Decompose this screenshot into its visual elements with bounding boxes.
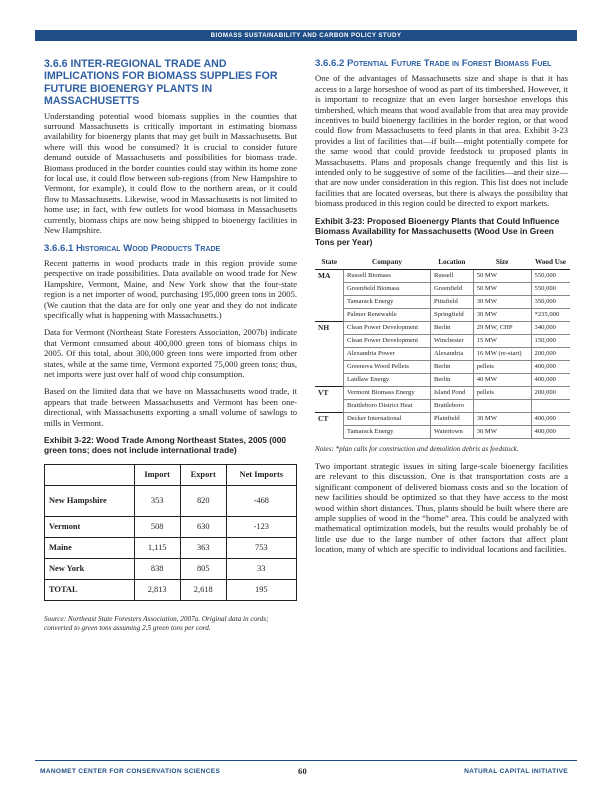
table-cell: Berlin [430,321,473,334]
state-cell [315,282,344,295]
table-cell: Island Pond [430,386,473,399]
state-cell [315,308,344,321]
table-header: State [315,255,344,270]
table-row [315,321,570,334]
table-cell: pellets [473,360,531,373]
table-cell: Decker International [344,412,431,425]
paragraph: Recent patterns in wood products trade in this region provide some perspective on trade possibilities. Data available on wood trade for New Hampshire, Vermont, Maine, and New York show that the four-state region is a net importer of wood, purchasing 195,000 green tons in 2005. (We caution that the data are for only one year and they do not indicate specifically what is happening with Massachusetts.) [44,257,297,320]
table-cell: 400,000 [531,373,570,386]
state-cell [315,373,344,386]
paragraph: Two important strategic issues in siting large-scale bioenergy facilities are relevant to this discussion. One is that transportation costs are a significant component of delivered biomass costs and so the location of new facilities should be optimized so that they have access to the most wood within short distances. Thus, plants should be built where there are ample supplies of wood in the “home” area. This could be analyzed with mathematical optimization models, but the results would probably be of little use due to the large number of other factors that affect plant location, many of which are specific to individual locations and facilities. [315,460,568,555]
table-cell: Greenova Wood Pellets [344,360,431,373]
row-label: Vermont [45,516,135,537]
table-row [315,282,570,295]
table-cell: 30 MW [473,295,531,308]
table-header: Wood Use [531,255,570,270]
table-row [315,334,570,347]
table-cell: 340,000 [531,321,570,334]
table-row [315,412,570,425]
subsection-heading: 3.6.6.1 Historical Wood Products Trade [44,242,221,254]
table-cell: 30 MW [473,308,531,321]
table-cell: 350,000 [531,295,570,308]
table-header: Company [344,255,431,270]
table-cell: 33 [226,558,296,579]
state-cell [315,425,344,438]
table-cell: 30 MW [473,412,531,425]
right-column [315,58,568,562]
footer-left: MANOMET CENTER FOR CONSERVATION SCIENCES [40,768,221,775]
table-row [315,399,570,412]
section-heading: 3.6.6 INTER-REGIONAL TRADE AND IMPLICATIONS FOR BIOMASS SUPPLIES FOR FUTURE BIOENERGY PLANTS IN MASSACHUSETTS [44,58,278,108]
table-cell: Brattleboro District Heat [344,399,431,412]
table-row [45,485,297,516]
table-header: Import [134,464,180,485]
table-row [315,308,570,321]
table-cell: 150,000 [531,334,570,347]
table-cell: 550,000 [531,269,570,282]
table-cell: 30 MW [473,425,531,438]
table-cell: Watertown [430,425,473,438]
table-cell: 2,813 [134,579,180,600]
table-cell: 363 [180,537,226,558]
table-cell: Palmer Renewable [344,308,431,321]
footer-right: NATURAL CAPITAL INITIATIVE [464,768,568,775]
table-cell: 630 [180,516,226,537]
table-cell: 15 MW [473,334,531,347]
table-row [315,386,570,399]
paragraph: Understanding potential wood biomass supplies in the counties that surround Massachusetts is critically important in estimating biomass availability for bioenergy plants that may get built in Massachusetts. But where will this wood be consumed? It is crucial to consider future demand outside of Massachusetts and possibilities for biomass trade. Biomass produced in the border counties could stay within its home zone for local use, it could flow between sub-regions (from New Hampshire to Vermont, for example), it could flow to the northern areas, or it could flow to Massachusetts. Likewise, wood in Massachusetts is not limited to home use; in fact, with few outlets for wood biomass in Massachusetts currently, biomass chips are now being shipped to bioenergy facilities in New Hampshire. [44,110,297,236]
table-cell: 353 [134,485,180,516]
row-label: New York [45,558,135,579]
table-cell: pellets [473,386,531,399]
table-row [45,516,297,537]
state-cell [315,295,344,308]
table-cell: Vermont Biomass Energy [344,386,431,399]
table-cell: Plainfield [430,412,473,425]
table-header [45,464,135,485]
table-cell: Winchester [430,334,473,347]
table-cell: *235,000 [531,308,570,321]
table-cell: 1,115 [134,537,180,558]
table-header: Export [180,464,226,485]
table-cell: 805 [180,558,226,579]
table-cell: Laidlaw Energy [344,373,431,386]
left-column [44,58,297,640]
table-cell: Springfield [430,308,473,321]
table-cell: 838 [134,558,180,579]
table-cell: Russell [430,269,473,282]
state-cell: VT [315,386,344,399]
page-number: 60 [298,766,308,776]
state-cell: CT [315,412,344,425]
state-cell: NH [315,321,344,334]
table-cell: 40 MW [473,373,531,386]
table-cell: Brattleboro [430,399,473,412]
table-row [315,425,570,438]
table-cell: Greenfield [430,282,473,295]
table-cell: Clean Power Development [344,334,431,347]
table-cell: Russell Biomass [344,269,431,282]
table-row [315,295,570,308]
table-cell: Berlin [430,360,473,373]
table-cell: Alexandria [430,347,473,360]
table-row [45,537,297,558]
table-cell: Pittsfield [430,295,473,308]
table-cell: 195 [226,579,296,600]
table-row [315,360,570,373]
table-row [45,579,297,600]
table-row [315,269,570,282]
paragraph: Data for Vermont (Northeast State Foresters Association, 2007b) indicate that Vermont consumed about 400,000 green tons of biomass chips in 2005. Of this total, about 300,000 green tons were imported from other states, while at the same time, Vermont exported 75,000 green tons; thus, net imports were just over half of wood chip consumption. [44,327,297,379]
table-cell: Berlin [430,373,473,386]
table-cell: 820 [180,485,226,516]
table-cell: Greenfield Biomass [344,282,431,295]
table-cell: -123 [226,516,296,537]
table-cell: 29 MW, CHP [473,321,531,334]
paragraph: Based on the limited data that we have on Massachusetts wood trade, it appears that trade between Massachusetts and Vermont has been one-directional, with Massachusetts exporting a small volume of sawlogs to mills in Vermont. [44,386,297,428]
table-cell: 753 [226,537,296,558]
table-cell: Alexandria Power [344,347,431,360]
exhibit-title: Exhibit 3-22: Wood Trade Among Northeast States, 2005 (000 green tons; does not include international trade) [44,435,287,456]
table-cell: -468 [226,485,296,516]
row-label: TOTAL [45,579,135,600]
table-cell [531,399,570,412]
state-cell [315,360,344,373]
table-header: Size [473,255,531,270]
table-notes: Notes: *plan calls for construction and demolition debris as feedstock. [315,444,519,453]
paragraph: One of the advantages of Massachusetts size and shape is that it has access to a large horseshoe of wood as part of its timbershed. However, it is important to recognize that an even larger horseshoe envelops this timbershed, which means that wood available from that area may provide incentives to build bioenergy facilities in the border region, or that wood could flow from Massachusetts to feed plants in that area. Exhibit 3-23 provides a list of facilities that—if built—might potentially compete for the same wood that could provide feedstock to proposed plants in Massachusetts. Plans and proposals change frequently and this list is intended only to be suggestive of some of the facilities—and their size—that are now under consideration in this region. This list does not include facilities that are located overseas, but there is always the possibility that biomass produced in this region could be directed to export markets. [315,73,568,209]
table-cell: 400,000 [531,412,570,425]
wood-trade-table [44,464,297,601]
table-cell: Clean Power Development [344,321,431,334]
footer-rule [35,760,577,761]
table-cell: 400,000 [531,425,570,438]
table-cell: 50 MW [473,282,531,295]
table-cell: 50 MW [473,269,531,282]
table-cell: 508 [134,516,180,537]
table-row [45,558,297,579]
state-cell [315,347,344,360]
table-source: Source: Northeast State Foresters Association, 2007a. Original data in cords; converted to green tons assuming 2.5 green tons per cord. [44,614,269,632]
table-cell: 2,618 [180,579,226,600]
table-cell: 16 MW (re-start) [473,347,531,360]
bioenergy-plants-table [315,255,570,439]
table-cell: 550,000 [531,282,570,295]
subsection-heading: 3.6.6.2 Potential Future Trade in Forest Biomass Fuel [315,58,552,69]
table-header: Location [430,255,473,270]
table-cell: 400,000 [531,360,570,373]
table-cell: 200,000 [531,386,570,399]
running-header: BIOMASS SUSTAINABILITY AND CARBON POLICY STUDY [35,30,577,41]
state-cell [315,399,344,412]
row-label: New Hampshire [45,485,135,516]
table-cell [473,399,531,412]
table-row [315,373,570,386]
exhibit-title: Exhibit 3-23: Proposed Bioenergy Plants that Could Influence Biomass Availability for Massachusetts (Wood Use in Green Tons per Year) [315,215,560,247]
table-cell: 200,000 [531,347,570,360]
state-cell [315,334,344,347]
table-cell: Tamarack Energy [344,425,431,438]
table-row [315,347,570,360]
row-label: Maine [45,537,135,558]
state-cell: MA [318,270,331,280]
table-header: Net Imports [226,464,296,485]
table-cell: Tamarack Energy [344,295,431,308]
